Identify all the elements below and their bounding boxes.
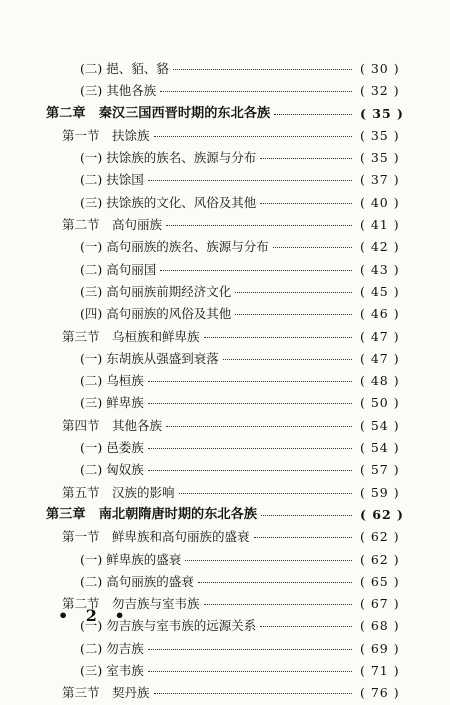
toc-entry-page-number: ( 37 ) [360, 172, 400, 188]
toc-entry-sub [0, 437, 450, 459]
toc-entry-title: (二) 匈奴族 [80, 462, 144, 478]
toc-entry-title: (一) 鲜卑族的盛衰 [80, 551, 182, 567]
toc-entry-page-number: ( 35 ) [360, 150, 400, 166]
toc-entry-title: (一) 邑娄族 [80, 440, 144, 456]
toc-entry-sub [0, 147, 450, 169]
toc-entry-title: (二) 扶馀国 [80, 172, 144, 188]
toc-entry-chapter [0, 103, 450, 125]
toc-entry-title: 第二节 高句丽族 [62, 217, 163, 233]
toc-entry-title: (一) 勿吉族与室韦族的远源关系 [80, 618, 257, 634]
toc-entry-sub [0, 259, 450, 281]
dot-leader [260, 158, 352, 159]
toc-entry-page-number: ( 47 ) [360, 350, 400, 366]
toc-entry-page-number: ( 62 ) [360, 551, 400, 567]
dot-leader [148, 448, 352, 449]
toc-entry-page-number: ( 50 ) [360, 395, 400, 411]
dot-leader [274, 114, 352, 115]
dot-leader [204, 604, 352, 605]
toc-entry-page-number: ( 54 ) [360, 417, 400, 433]
dot-leader [235, 314, 352, 315]
toc-entry-page-number: ( 54 ) [360, 440, 400, 456]
toc-entry-page-number: ( 48 ) [360, 373, 400, 389]
toc-entry-sub [0, 80, 450, 102]
toc-entry-section [0, 682, 450, 704]
dot-leader [154, 136, 352, 137]
toc-entry-page-number: ( 30 ) [360, 61, 400, 76]
toc-entry-title: (四) 高句丽族的风俗及其他 [80, 306, 232, 322]
dot-leader [148, 180, 352, 181]
dot-leader [260, 626, 352, 627]
toc-entry-page-number: ( 35 ) [360, 105, 404, 121]
toc-entry-title: 第二章 秦汉三国西晋时期的东北各族 [46, 105, 271, 121]
toc-entry-title: 第三章 南北朝隋唐时期的东北各族 [46, 506, 257, 522]
toc-entry-title: 第一节 扶馀族 [62, 127, 150, 143]
toc-entry-section [0, 526, 450, 548]
toc-entry-title: (二) 乌桓族 [80, 373, 144, 389]
toc-entry-title: (三) 室韦族 [80, 663, 144, 679]
toc-entry-sub [0, 571, 450, 593]
dot-leader [204, 337, 352, 338]
toc-entry-page-number: ( 62 ) [360, 506, 404, 522]
toc-entry-title: (三) 扶馀族的文化、风俗及其他 [80, 194, 257, 210]
toc-entry-title: (一) 扶馀族的族名、族源与分布 [80, 150, 257, 166]
dot-leader [166, 225, 352, 226]
toc-entry-title: 第五节 汉族的影响 [62, 484, 175, 500]
toc-entry-sub [0, 236, 450, 258]
toc-entry-section [0, 326, 450, 348]
toc-entry-page-number: ( 40 ) [360, 194, 400, 210]
toc-entry-title: (二) 挹、貊、貉 [80, 61, 169, 76]
toc-entry-title: 第三节 契丹族 [62, 685, 150, 701]
toc-entry-sub [0, 660, 450, 682]
toc-entry-page-number: ( 41 ) [360, 217, 400, 233]
dot-leader [148, 671, 352, 672]
toc-entry-page-number: ( 69 ) [360, 640, 400, 656]
toc-entry-section [0, 482, 450, 504]
toc-entry-page-number: ( 46 ) [360, 306, 400, 322]
toc-entry-page-number: ( 67 ) [360, 596, 400, 612]
toc-entry-page-number: ( 32 ) [360, 83, 400, 99]
toc-entry-title: (三) 高句丽族前期经济文化 [80, 283, 232, 299]
toc-entry-page-number: ( 47 ) [360, 328, 400, 344]
dot-leader [148, 403, 352, 404]
toc-entry-title: (一) 高句丽族的族名、族源与分布 [80, 239, 269, 255]
dot-leader [223, 359, 352, 360]
toc-entry-page-number: ( 62 ) [360, 529, 400, 545]
toc-entry-sub [0, 549, 450, 571]
toc-entry-chapter [0, 504, 450, 526]
toc-entry-sub [0, 348, 450, 370]
toc-entry-page-number: ( 57 ) [360, 462, 400, 478]
dot-leader [261, 515, 352, 516]
dot-leader [166, 426, 352, 427]
toc-entry-page-number: ( 65 ) [360, 573, 400, 589]
toc-entry-sub [0, 58, 450, 80]
toc-entry-title: 第三节 乌桓族和鲜卑族 [62, 328, 200, 344]
toc-entry-section [0, 415, 450, 437]
toc-entry-page-number: ( 42 ) [360, 239, 400, 255]
dot-leader [148, 649, 352, 650]
dot-leader [160, 91, 352, 92]
toc-entry-title: (一) 东胡族从强盛到衰落 [80, 350, 219, 366]
toc-entry-page-number: ( 45 ) [360, 283, 400, 299]
dot-leader [148, 381, 352, 382]
toc-entry-sub [0, 459, 450, 481]
dot-leader [254, 537, 352, 538]
dot-leader [260, 203, 352, 204]
dot-leader [198, 582, 352, 583]
toc-entry-page-number: ( 35 ) [360, 127, 400, 143]
toc-entry-title: (二) 高句丽国 [80, 261, 157, 277]
dot-leader [179, 493, 352, 494]
page-number: • 2 • [58, 606, 131, 625]
dot-leader [154, 693, 352, 694]
dot-leader [148, 470, 352, 471]
toc-entry-title: 第二节 勿吉族与室韦族 [62, 596, 200, 612]
toc-entry-section [0, 214, 450, 236]
toc-entry-sub [0, 392, 450, 414]
toc-entry-page-number: ( 68 ) [360, 618, 400, 634]
toc-entry-sub [0, 192, 450, 214]
toc-entry-sub [0, 303, 450, 325]
toc-entry-sub [0, 370, 450, 392]
toc-entry-title: 第一节 鲜卑族和高句丽族的盛衰 [62, 529, 250, 545]
dot-leader [273, 247, 352, 248]
dot-leader [160, 270, 352, 271]
toc-entry-page-number: ( 76 ) [360, 685, 400, 701]
dot-leader [173, 69, 352, 70]
toc-entry-section [0, 125, 450, 147]
toc-entry-sub [0, 169, 450, 191]
toc-entry-title: (三) 其他各族 [80, 83, 157, 99]
toc-entry-sub [0, 638, 450, 660]
toc-entry-page-number: ( 71 ) [360, 663, 400, 679]
toc-entry-page-number: ( 59 ) [360, 484, 400, 500]
toc-entry-sub [0, 281, 450, 303]
toc-entry-title: 第四节 其他各族 [62, 417, 163, 433]
toc-entry-title: (二) 高句丽族的盛衰 [80, 573, 194, 589]
dot-leader [185, 560, 352, 561]
toc-entry-title: (二) 勿吉族 [80, 640, 144, 656]
toc-entry-title: (三) 鲜卑族 [80, 395, 144, 411]
dot-leader [235, 292, 352, 293]
toc-entry-page-number: ( 43 ) [360, 261, 400, 277]
